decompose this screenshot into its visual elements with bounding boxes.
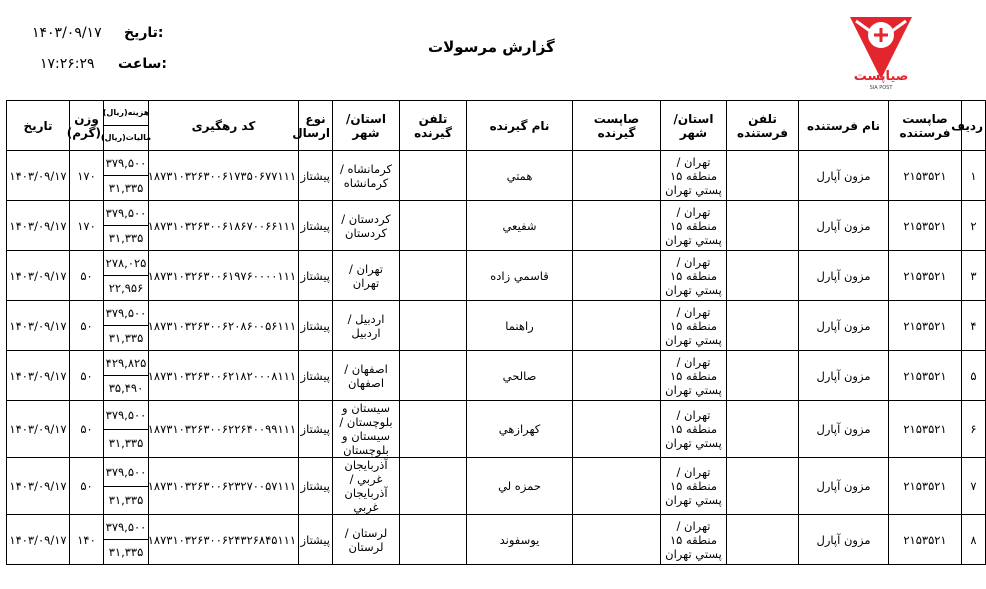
receiver-code-cell xyxy=(573,401,661,458)
col-sender-name: نام فرستنده xyxy=(799,101,889,151)
weight-cell: ۵۰ xyxy=(70,351,104,401)
cost-value: ۴۲۹,۸۲۵ xyxy=(104,351,148,376)
weight-cell: ۵۰ xyxy=(70,251,104,301)
col-send-type: نوع ارسال xyxy=(299,101,333,151)
sender-name-cell: مزون آپارل xyxy=(799,301,889,351)
cost-value: ۳۷۹,۵۰۰ xyxy=(104,201,148,226)
sender-name-cell: مزون آپارل xyxy=(799,201,889,251)
col-date: تاریخ xyxy=(7,101,70,151)
receiver-phone-cell xyxy=(400,151,467,201)
receiver-phone-cell xyxy=(400,515,467,565)
receiver-code-cell xyxy=(573,351,661,401)
row-no-cell: ۳ xyxy=(962,251,986,301)
sender-phone-cell xyxy=(727,151,799,201)
receiver-name-cell: راهنما xyxy=(467,301,573,351)
col-cost-bottom: مالیات(ریال) xyxy=(100,133,152,142)
tracking-code-cell: ۱۸۷۳۱۰۳۲۶۳۰۰۶۲۳۲۷۰۰۵۷۱۱۱ xyxy=(149,458,299,515)
table-row xyxy=(7,515,986,565)
tax-value: ۳۱,۳۳۵ xyxy=(108,493,144,508)
receiver-code-cell xyxy=(573,301,661,351)
table-row xyxy=(7,251,986,301)
sender-name-cell: مزون آپارل xyxy=(799,515,889,565)
tax-value: ۳۱,۳۳۵ xyxy=(108,231,144,245)
date-cell: ۱۴۰۳/۰۹/۱۷ xyxy=(7,458,70,515)
table-row xyxy=(7,458,986,515)
receiver-location-cell: لرستان / لرستان xyxy=(333,515,400,565)
date-cell: ۱۴۰۳/۰۹/۱۷ xyxy=(7,251,70,301)
tax-value: ۳۱,۳۳۵ xyxy=(108,181,144,195)
col-sender-phone: تلفن فرستنده xyxy=(727,101,799,151)
receiver-name-cell: حمزه لي xyxy=(467,458,573,515)
svg-text:صیاپست: صیاپست xyxy=(853,69,909,84)
tax-value: ۳۱,۳۳۵ xyxy=(108,331,144,345)
time-label: ساعت: xyxy=(118,56,168,72)
col-sender-code: صاپست فرستنده xyxy=(889,101,962,151)
table-header-row xyxy=(7,101,986,151)
receiver-phone-cell xyxy=(400,401,467,458)
sender-phone-cell xyxy=(727,458,799,515)
receiver-phone-cell xyxy=(400,201,467,251)
col-receiver-name: نام گیرنده xyxy=(467,101,573,151)
send-type-cell: پيشتاز xyxy=(299,201,333,251)
sender-phone-cell xyxy=(727,515,799,565)
logo-emblem-icon xyxy=(848,13,914,91)
weight-cell: ۵۰ xyxy=(70,301,104,351)
tax-value: ۳۵,۴۹۰ xyxy=(108,381,144,395)
tax-value: ۲۲,۹۵۶ xyxy=(108,281,144,295)
date-cell: ۱۴۰۳/۰۹/۱۷ xyxy=(7,515,70,565)
cost-cell xyxy=(104,351,149,401)
cost-value: ۲۷۸,۰۲۵ xyxy=(104,251,148,276)
cost-cell xyxy=(104,458,149,515)
col-row-no: ردیف xyxy=(962,101,986,151)
tracking-code-cell: ۱۸۷۳۱۰۳۲۶۳۰۰۶۱۷۳۵۰۶۷۷۱۱۱ xyxy=(149,151,299,201)
sender-location-cell: تهران / منطقه ۱۵ پستي تهران xyxy=(661,301,727,351)
tracking-code-cell: ۱۸۷۳۱۰۳۲۶۳۰۰۶۲۲۶۴۰۰۹۹۱۱۱ xyxy=(149,401,299,458)
sender-name-cell: مزون آپارل xyxy=(799,458,889,515)
receiver-code-cell xyxy=(573,251,661,301)
sender-phone-cell xyxy=(727,351,799,401)
weight-cell: ۵۰ xyxy=(70,458,104,515)
row-no-cell: ۶ xyxy=(962,401,986,458)
sender-location-cell: تهران / منطقه ۱۵ پستي تهران xyxy=(661,201,727,251)
date-cell: ۱۴۰۳/۰۹/۱۷ xyxy=(7,201,70,251)
send-type-cell: پيشتاز xyxy=(299,351,333,401)
weight-cell: ۵۰ xyxy=(70,401,104,458)
sender-name-cell: مزون آپارل xyxy=(799,351,889,401)
cost-cell xyxy=(104,301,149,351)
send-type-cell: پيشتاز xyxy=(299,401,333,458)
sender-code-cell: ۲۱۵۳۵۲۱ xyxy=(889,301,962,351)
sender-name-cell: مزون آپارل xyxy=(799,251,889,301)
send-type-cell: پيشتاز xyxy=(299,301,333,351)
receiver-location-cell: اصفهان / اصفهان xyxy=(333,351,400,401)
tracking-code-cell: ۱۸۷۳۱۰۳۲۶۳۰۰۶۲۱۸۲۰۰۰۸۱۱۱ xyxy=(149,351,299,401)
row-no-cell: ۴ xyxy=(962,301,986,351)
col-tracking: کد رهگیری xyxy=(149,101,299,151)
sender-location-cell: تهران / منطقه ۱۵ پستي تهران xyxy=(661,515,727,565)
receiver-code-cell xyxy=(573,201,661,251)
send-type-cell: پيشتاز xyxy=(299,251,333,301)
receiver-name-cell: صالحي xyxy=(467,351,573,401)
col-cost-top: هزینه(ریال) xyxy=(104,101,148,126)
receiver-location-cell: کردستان / کردستان xyxy=(333,201,400,251)
shipments-table xyxy=(6,100,986,565)
table-row xyxy=(7,201,986,251)
date-cell: ۱۴۰۳/۰۹/۱۷ xyxy=(7,151,70,201)
receiver-location-cell: کرمانشاه / کرمانشاه xyxy=(333,151,400,201)
receiver-name-cell: کهرازهي xyxy=(467,401,573,458)
sender-code-cell: ۲۱۵۳۵۲۱ xyxy=(889,201,962,251)
report-header xyxy=(0,0,970,100)
receiver-location-cell: اردبيل / اردبيل xyxy=(333,301,400,351)
page-title: گزارش مرسولات xyxy=(428,38,555,56)
sender-location-cell: تهران / منطقه ۱۵ پستي تهران xyxy=(661,151,727,201)
receiver-code-cell xyxy=(573,458,661,515)
weight-cell: ۱۴۰ xyxy=(70,515,104,565)
table-row xyxy=(7,151,986,201)
weight-cell: ۱۷۰ xyxy=(70,151,104,201)
receiver-name-cell: شفيعي xyxy=(467,201,573,251)
col-receiver-phone: تلفن گیرنده xyxy=(400,101,467,151)
receiver-name-cell: همتي xyxy=(467,151,573,201)
send-type-cell: پيشتاز xyxy=(299,515,333,565)
sender-phone-cell xyxy=(727,301,799,351)
sender-location-cell: تهران / منطقه ۱۵ پستي تهران xyxy=(661,401,727,458)
date-cell: ۱۴۰۳/۰۹/۱۷ xyxy=(7,401,70,458)
receiver-phone-cell xyxy=(400,351,467,401)
receiver-location-cell: سيستان و بلوچستان / سيستان و بلوچستان xyxy=(333,401,400,458)
sender-phone-cell xyxy=(727,201,799,251)
sender-code-cell: ۲۱۵۳۵۲۱ xyxy=(889,515,962,565)
time-value: ۱۷:۲۶:۲۹ xyxy=(40,56,95,72)
send-type-cell: پيشتاز xyxy=(299,458,333,515)
receiver-phone-cell xyxy=(400,458,467,515)
sender-location-cell: تهران / منطقه ۱۵ پستي تهران xyxy=(661,458,727,515)
sender-phone-cell xyxy=(727,251,799,301)
col-receiver-code: صاپست گیرنده xyxy=(573,101,661,151)
sender-name-cell: مزون آپارل xyxy=(799,401,889,458)
sender-code-cell: ۲۱۵۳۵۲۱ xyxy=(889,458,962,515)
row-no-cell: ۱ xyxy=(962,151,986,201)
receiver-name-cell: قاسمي زاده xyxy=(467,251,573,301)
receiver-phone-cell xyxy=(400,251,467,301)
row-no-cell: ۸ xyxy=(962,515,986,565)
sender-code-cell: ۲۱۵۳۵۲۱ xyxy=(889,151,962,201)
tracking-code-cell: ۱۸۷۳۱۰۳۲۶۳۰۰۶۱۹۷۶۰۰۰۰۱۱۱ xyxy=(149,251,299,301)
date-label: تاریخ: xyxy=(124,25,164,41)
sender-location-cell: تهران / منطقه ۱۵ پستي تهران xyxy=(661,351,727,401)
col-receiver-location: استان/ شهر xyxy=(333,101,400,151)
col-weight: وزن (گرم) xyxy=(70,101,104,151)
row-no-cell: ۵ xyxy=(962,351,986,401)
cost-cell xyxy=(104,515,149,565)
receiver-location-cell: تهران / تهران xyxy=(333,251,400,301)
cost-value: ۳۷۹,۵۰۰ xyxy=(104,458,148,487)
sender-phone-cell xyxy=(727,401,799,458)
sender-code-cell: ۲۱۵۳۵۲۱ xyxy=(889,251,962,301)
sender-code-cell: ۲۱۵۳۵۲۱ xyxy=(889,351,962,401)
receiver-location-cell: آذربايجان غربي / آذربايجان غربي xyxy=(333,458,400,515)
receiver-name-cell: يوسفوند xyxy=(467,515,573,565)
row-no-cell: ۷ xyxy=(962,458,986,515)
receiver-code-cell xyxy=(573,151,661,201)
send-type-cell: پيشتاز xyxy=(299,151,333,201)
table-row xyxy=(7,401,986,458)
receiver-code-cell xyxy=(573,515,661,565)
col-sender-location: استان/ شهر xyxy=(661,101,727,151)
cost-value: ۳۷۹,۵۰۰ xyxy=(104,515,148,540)
sia-post-logo xyxy=(848,13,914,91)
receiver-phone-cell xyxy=(400,301,467,351)
cost-cell xyxy=(104,151,149,201)
table-row xyxy=(7,301,986,351)
sender-code-cell: ۲۱۵۳۵۲۱ xyxy=(889,401,962,458)
sender-name-cell: مزون آپارل xyxy=(799,151,889,201)
weight-cell: ۱۷۰ xyxy=(70,201,104,251)
col-cost xyxy=(100,101,152,151)
cost-value: ۳۷۹,۵۰۰ xyxy=(104,301,148,326)
tracking-code-cell: ۱۸۷۳۱۰۳۲۶۳۰۰۶۱۸۶۷۰۰۶۶۱۱۱ xyxy=(149,201,299,251)
cost-cell xyxy=(104,251,149,301)
tracking-code-cell: ۱۸۷۳۱۰۳۲۶۳۰۰۶۲۴۳۲۶۸۴۵۱۱۱ xyxy=(149,515,299,565)
cost-cell xyxy=(104,401,149,458)
svg-text:SIA POST: SIA POST xyxy=(869,85,893,91)
date-value: ۱۴۰۳/۰۹/۱۷ xyxy=(32,25,102,41)
table-row xyxy=(7,351,986,401)
cost-cell xyxy=(104,201,149,251)
cost-value: ۳۷۹,۵۰۰ xyxy=(104,401,148,430)
tracking-code-cell: ۱۸۷۳۱۰۳۲۶۳۰۰۶۲۰۸۶۰۰۵۶۱۱۱ xyxy=(149,301,299,351)
row-no-cell: ۲ xyxy=(962,201,986,251)
tax-value: ۳۱,۳۳۵ xyxy=(108,436,144,451)
date-cell: ۱۴۰۳/۰۹/۱۷ xyxy=(7,301,70,351)
tax-value: ۳۱,۳۳۵ xyxy=(108,545,144,559)
date-cell: ۱۴۰۳/۰۹/۱۷ xyxy=(7,351,70,401)
sender-location-cell: تهران / منطقه ۱۵ پستي تهران xyxy=(661,251,727,301)
cost-value: ۳۷۹,۵۰۰ xyxy=(104,151,148,176)
